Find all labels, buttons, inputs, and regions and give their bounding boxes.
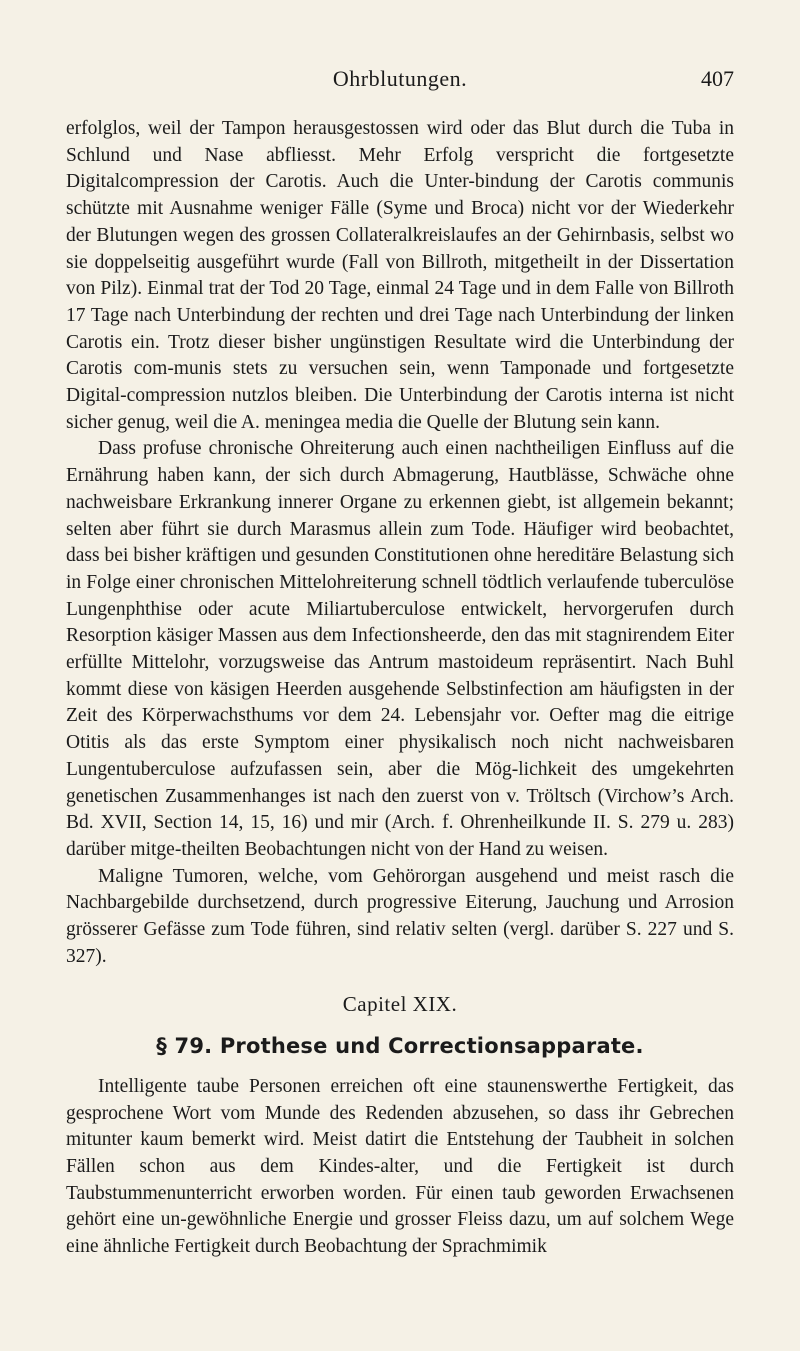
paragraph-1: erfolglos, weil der Tampon herausgestossen wird oder das Blut durch die Tuba in Schlund und Nase abfliesst. Mehr Erfolg verspricht die fortgesetzte Digitalcompression der Carotis. Auch die Unter-bindung der Carotis communis schützte mit Ausnahme weniger Fälle (Syme und Broca) nicht vor der Wiederkehr der Blutungen wegen des grossen Collateralkreislaufes an der Gehirnbasis, selbst wo sie doppelseitig ausgeführt wurde (Fall von Billroth, mitgetheilt in der Dissertation von Pilz). Einmal trat der Tod 20 Tage, einmal 24 Tage und in dem Falle von Billroth 17 Tage nach Unterbindung der rechten und drei Tage nach Unterbindung der linken Carotis ein. Trotz dieser bisher ungünstigen Resultate wird die Unterbindung der Carotis com-munis stets zu versuchen sein, wenn Tamponade und fortgesetzte Digital-compression nutzlos bleiben. Die Unterbindung der Carotis interna ist nicht sicher genug, weil die A. meningea media die Quelle der Blutung sein kann.	[66, 118, 734, 433]
section-heading: § 79. Prothese und Correctionsapparate.	[156, 1034, 644, 1059]
running-head	[66, 66, 734, 102]
paragraph-3: Maligne Tumoren, welche, vom Gehörorgan ausgehend und meist rasch die Nachbargebilde durchsetzend, durch progressive Eiterung, Jauchung und Arrosion grösserer Gefässe zum Tode führen, sind relativ selten (vergl. darüber S. 227 und S. 327).	[66, 865, 734, 967]
paragraph-2: Dass profuse chronische Ohreiterung auch einen nachtheiligen Einfluss auf die Ernährung haben kann, der sich durch Abmagerung, Hautblässe, Schwäche ohne nachweisbare Erkrankung innerer Organe zu erkennen giebt, ist allgemein bekannt; selten aber führt sie durch Marasmus allein zum Tode. Häufiger wird beobachtet, dass bei bisher kräftigen und gesunden Constitutionen ohne hereditäre Belastung sich in Folge einer chronischen Mittelohreiterung schnell tödtlich verlaufende tuberculöse Lungenphthise oder acute Miliartuberculose entwickelt, hervorgerufen durch Resorption käsiger Massen aus dem Infectionsheerde, den das mit stagnirendem Eiter erfüllte Mittelohr, vorzugsweise das Antrum mastoideum repräsentirt. Nach Buhl kommt diese von käsigen Heerden ausgehende Selbstinfection am häufigsten in der Zeit des Körperwachsthums vor dem 24. Lebensjahr vor. Oefter mag die eitrige Otitis als das erste Symptom einer physikalisch noch nicht nachweisbaren Lungentuberculose aufzufassen sein, aber die Mög-lichkeit des umgekehrten genetischen Zusammenhanges ist nach den zuerst von v. Tröltsch (Virchow’s Arch. Bd. XVII, Section 14, 15, 16) und mir (Arch. f. Ohrenheilkunde II. S. 279 u. 283) darüber mitge-theilten Beobachtungen nicht von der Hand zu weisen.	[66, 438, 734, 860]
chapter-heading: Capitel XIX.	[342, 991, 458, 1016]
text-block	[66, 116, 734, 1261]
page-number: 407	[701, 66, 734, 91]
paragraph-4: Intelligente taube Personen erreichen oft eine staunenswerthe Fertigkeit, das gesprochene Wort vom Munde des Redenden abzusehen, so dass ihr Gebrechen mitunter kaum bemerkt wird. Meist datirt die Entstehung der Taubheit in solchen Fällen schon aus dem Kindes-alter, und die Fertigkeit ist durch Taubstummenunterricht erworben worden. Für einen taub geworden Erwachsenen gehört eine un-gewöhnliche Energie und grosser Fleiss dazu, um auf solchem Wege eine ähnliche Fertigkeit durch Beobachtung der Sprachmimik	[66, 1075, 734, 1258]
running-title: Ohrblutungen.	[332, 66, 468, 91]
